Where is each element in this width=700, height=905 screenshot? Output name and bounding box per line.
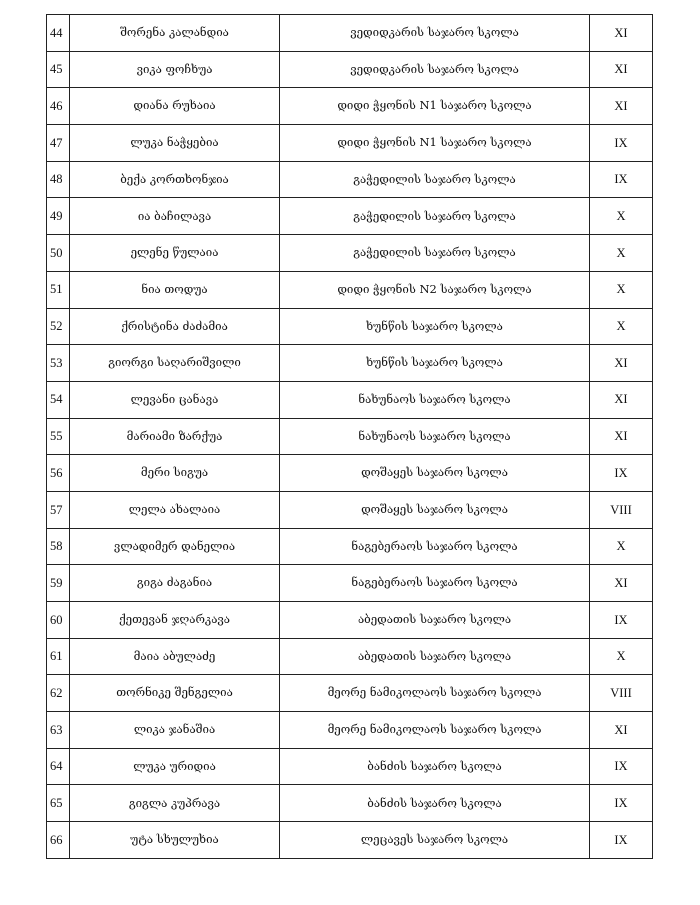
student-table-body — [47, 15, 653, 859]
student-name-cell: ლელა ახალაია — [70, 491, 280, 528]
row-number-cell: 44 — [47, 15, 70, 52]
table-row — [47, 638, 653, 675]
school-name-cell: ვედიდკარის საჯარო სკოლა — [280, 15, 590, 52]
grade-cell: IX — [590, 602, 653, 639]
student-name-cell: შორენა კალანდია — [70, 15, 280, 52]
table-row — [47, 161, 653, 198]
school-name-cell: გაჭედილის საჯარო სკოლა — [280, 235, 590, 272]
school-name-cell: დიდი ჭყონის N1 საჯარო სკოლა — [280, 125, 590, 162]
row-number-cell: 51 — [47, 271, 70, 308]
row-number-cell: 58 — [47, 528, 70, 565]
row-number-cell: 48 — [47, 161, 70, 198]
table-row — [47, 455, 653, 492]
grade-cell: IX — [590, 785, 653, 822]
table-row — [47, 602, 653, 639]
student-name-cell: გიორგი საღარიშვილი — [70, 345, 280, 382]
school-name-cell: დოშაყეს საჯარო სკოლა — [280, 491, 590, 528]
table-row — [47, 15, 653, 52]
grade-cell: XI — [590, 345, 653, 382]
student-name-cell: თორნიკე შენგელია — [70, 675, 280, 712]
row-number-cell: 64 — [47, 748, 70, 785]
school-name-cell: ლეცავეს საჯარო სკოლა — [280, 822, 590, 859]
student-name-cell: მარიამი ზარქუა — [70, 418, 280, 455]
grade-cell: IX — [590, 748, 653, 785]
grade-cell: X — [590, 198, 653, 235]
row-number-cell: 49 — [47, 198, 70, 235]
grade-cell: X — [590, 271, 653, 308]
grade-cell: IX — [590, 125, 653, 162]
grade-cell: XI — [590, 88, 653, 125]
row-number-cell: 47 — [47, 125, 70, 162]
student-name-cell: ლუკა ნაჭყებია — [70, 125, 280, 162]
school-name-cell: დოშაყეს საჯარო სკოლა — [280, 455, 590, 492]
student-name-cell: მერი სიგუა — [70, 455, 280, 492]
grade-cell: XI — [590, 565, 653, 602]
table-row — [47, 528, 653, 565]
school-name-cell: ბანძის საჯარო სკოლა — [280, 785, 590, 822]
student-name-cell: ლევანი ცანავა — [70, 381, 280, 418]
student-name-cell: ვლადიმერ დანელია — [70, 528, 280, 565]
row-number-cell: 46 — [47, 88, 70, 125]
row-number-cell: 63 — [47, 712, 70, 749]
student-name-cell: ლუკა ურიდია — [70, 748, 280, 785]
table-row — [47, 125, 653, 162]
table-row — [47, 675, 653, 712]
table-row — [47, 88, 653, 125]
school-name-cell: ვედიდკარის საჯარო სკოლა — [280, 51, 590, 88]
grade-cell: VIII — [590, 675, 653, 712]
grade-cell: XI — [590, 15, 653, 52]
school-name-cell: ბანძის საჯარო სკოლა — [280, 748, 590, 785]
school-name-cell: მეორე ნამიკოლაოს საჯარო სკოლა — [280, 675, 590, 712]
grade-cell: X — [590, 638, 653, 675]
grade-cell: XI — [590, 51, 653, 88]
student-name-cell: უტა სხულუხია — [70, 822, 280, 859]
row-number-cell: 65 — [47, 785, 70, 822]
student-name-cell: ქრისტინა ძაძამია — [70, 308, 280, 345]
table-row — [47, 308, 653, 345]
school-name-cell: ნახუნაოს საჯარო სკოლა — [280, 381, 590, 418]
school-name-cell: ნაგებერაოს საჯარო სკოლა — [280, 565, 590, 602]
row-number-cell: 61 — [47, 638, 70, 675]
school-name-cell: ხუნწის საჯარო სკოლა — [280, 308, 590, 345]
row-number-cell: 52 — [47, 308, 70, 345]
student-name-cell: ია ბაჩილავა — [70, 198, 280, 235]
student-name-cell: ნია თოდუა — [70, 271, 280, 308]
school-name-cell: დიდი ჭყონის N2 საჯარო სკოლა — [280, 271, 590, 308]
school-name-cell: ხუნწის საჯარო სკოლა — [280, 345, 590, 382]
table-row — [47, 345, 653, 382]
table-row — [47, 51, 653, 88]
student-name-cell: ლიკა ჯანაშია — [70, 712, 280, 749]
table-row — [47, 565, 653, 602]
row-number-cell: 53 — [47, 345, 70, 382]
table-row — [47, 748, 653, 785]
student-name-cell: გიგლა კუპრავა — [70, 785, 280, 822]
grade-cell: VIII — [590, 491, 653, 528]
school-name-cell: გაჭედილის საჯარო სკოლა — [280, 161, 590, 198]
grade-cell: IX — [590, 161, 653, 198]
row-number-cell: 45 — [47, 51, 70, 88]
table-row — [47, 785, 653, 822]
grade-cell: X — [590, 235, 653, 272]
grade-cell: IX — [590, 822, 653, 859]
row-number-cell: 55 — [47, 418, 70, 455]
grade-cell: XI — [590, 418, 653, 455]
grade-cell: XI — [590, 381, 653, 418]
student-table — [46, 14, 653, 859]
school-name-cell: დიდი ჭყონის N1 საჯარო სკოლა — [280, 88, 590, 125]
row-number-cell: 60 — [47, 602, 70, 639]
row-number-cell: 66 — [47, 822, 70, 859]
school-name-cell: გაჭედილის საჯარო სკოლა — [280, 198, 590, 235]
row-number-cell: 57 — [47, 491, 70, 528]
grade-cell: IX — [590, 455, 653, 492]
row-number-cell: 62 — [47, 675, 70, 712]
table-row — [47, 198, 653, 235]
table-row — [47, 381, 653, 418]
table-row — [47, 235, 653, 272]
student-name-cell: ვიკა ფოჩხუა — [70, 51, 280, 88]
table-row — [47, 271, 653, 308]
row-number-cell: 50 — [47, 235, 70, 272]
table-row — [47, 491, 653, 528]
school-name-cell: აბედათის საჯარო სკოლა — [280, 638, 590, 675]
student-name-cell: გიგა ძაგანია — [70, 565, 280, 602]
school-name-cell: ნახუნაოს საჯარო სკოლა — [280, 418, 590, 455]
row-number-cell: 54 — [47, 381, 70, 418]
grade-cell: XI — [590, 712, 653, 749]
school-name-cell: აბედათის საჯარო სკოლა — [280, 602, 590, 639]
table-row — [47, 418, 653, 455]
student-name-cell: ელენე წულაია — [70, 235, 280, 272]
student-name-cell: ქეთევან ჯღარკავა — [70, 602, 280, 639]
student-name-cell: ბექა კორთხონჯია — [70, 161, 280, 198]
table-row — [47, 822, 653, 859]
student-name-cell: დიანა რუხაია — [70, 88, 280, 125]
row-number-cell: 56 — [47, 455, 70, 492]
grade-cell: X — [590, 308, 653, 345]
grade-cell: X — [590, 528, 653, 565]
row-number-cell: 59 — [47, 565, 70, 602]
table-row — [47, 712, 653, 749]
school-name-cell: ნაგებერაოს საჯარო სკოლა — [280, 528, 590, 565]
student-name-cell: მაია აბულაძე — [70, 638, 280, 675]
school-name-cell: მეორე ნამიკოლაოს საჯარო სკოლა — [280, 712, 590, 749]
